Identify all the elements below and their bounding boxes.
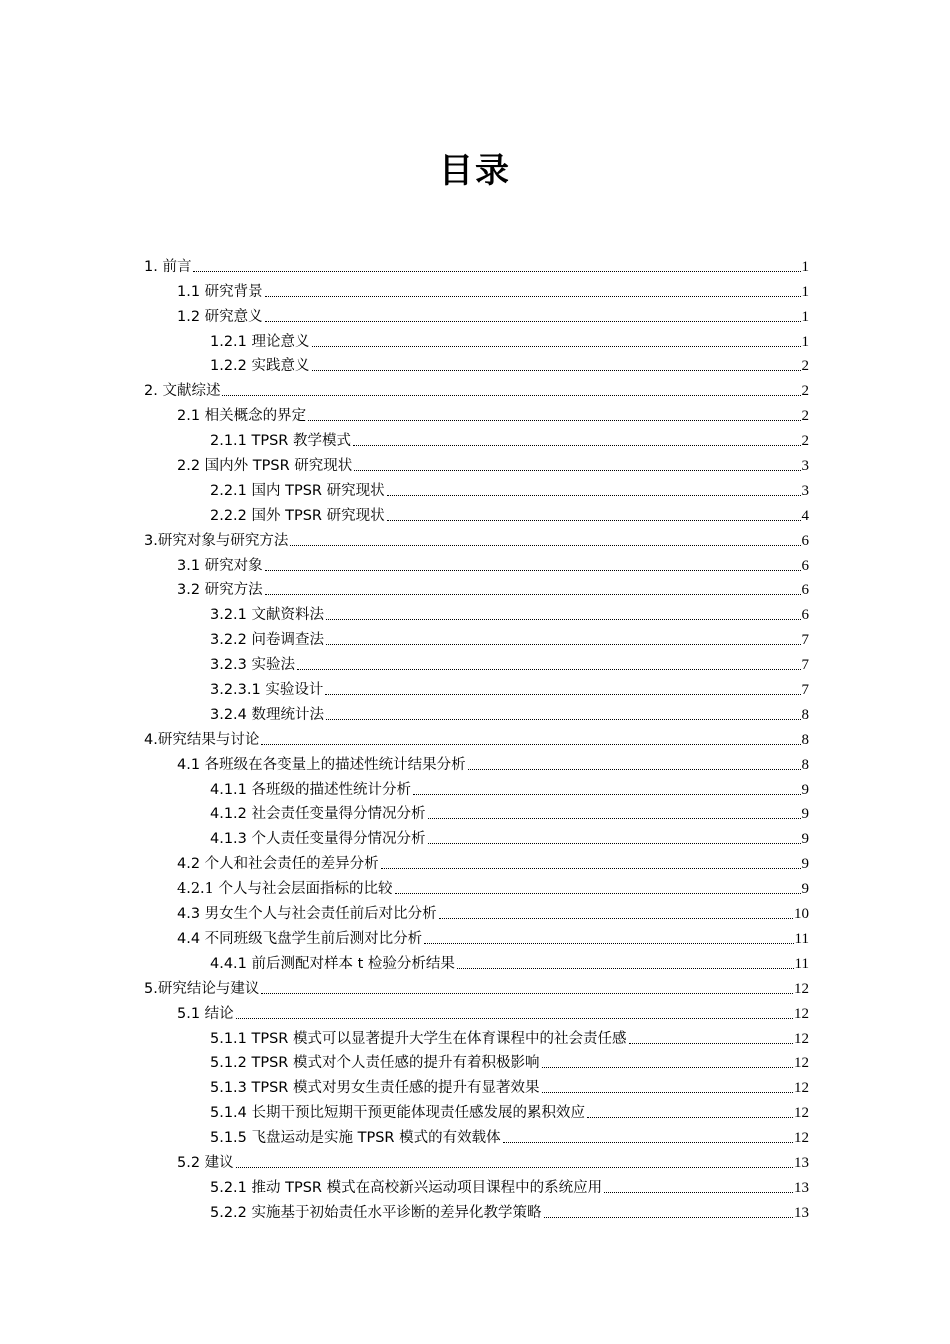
toc-entry-title: 2.1.1 TPSR 教学模式 bbox=[210, 433, 351, 450]
toc-dot-leader bbox=[308, 420, 800, 421]
toc-entry-title: 3.2.3.1 实验设计 bbox=[210, 682, 324, 699]
toc-entry-title: 4.2 个人和社会责任的差异分析 bbox=[177, 856, 379, 873]
toc-entry-page-number: 8 bbox=[801, 731, 809, 748]
toc-entry-title: 5.2.1 推动 TPSR 模式在高校新兴运动项目课程中的系统应用 bbox=[210, 1179, 603, 1196]
toc-entry[interactable] bbox=[144, 302, 809, 327]
toc-entry[interactable] bbox=[144, 451, 809, 476]
toc-dot-leader bbox=[261, 744, 800, 745]
toc-entry-page-number: 11 bbox=[794, 955, 809, 972]
toc-dot-leader bbox=[312, 370, 801, 371]
toc-entry-title: 1.2.1 理论意义 bbox=[210, 333, 310, 350]
toc-dot-leader bbox=[381, 868, 801, 869]
toc-entry-title: 3.2 研究方法 bbox=[177, 582, 263, 599]
toc-dot-leader bbox=[439, 918, 793, 919]
toc-entry-title: 2.2 国内外 TPSR 研究现状 bbox=[177, 458, 353, 475]
toc-entry-page-number: 9 bbox=[801, 856, 809, 873]
toc-entry[interactable] bbox=[144, 775, 809, 800]
toc-entry-title: 5.1.3 TPSR 模式对男女生责任感的提升有显著效果 bbox=[210, 1080, 540, 1097]
toc-entry[interactable] bbox=[144, 849, 809, 874]
toc-entry-page-number: 3 bbox=[801, 482, 809, 499]
toc-entry-title: 1.2.2 实践意义 bbox=[210, 358, 310, 375]
toc-entry[interactable] bbox=[144, 401, 809, 426]
toc-entry-page-number: 12 bbox=[794, 1130, 809, 1147]
toc-dot-leader bbox=[265, 570, 801, 571]
toc-entry[interactable] bbox=[144, 999, 809, 1024]
toc-entry-page-number: 12 bbox=[794, 1080, 809, 1097]
toc-entry-page-number: 9 bbox=[801, 881, 809, 898]
toc-entry-title: 4.4.1 前后测配对样本 t 检验分析结果 bbox=[210, 955, 455, 972]
toc-entry-title: 4.4 不同班级飞盘学生前后测对比分析 bbox=[177, 930, 423, 947]
toc-entry-title: 4.1 各班级在各变量上的描述性统计结果分析 bbox=[177, 756, 466, 773]
toc-entry[interactable] bbox=[144, 1049, 809, 1074]
toc-entry-title: 3.研究对象与研究方法 bbox=[144, 532, 289, 549]
toc-dot-leader bbox=[261, 993, 793, 994]
toc-entry-page-number: 9 bbox=[801, 781, 809, 798]
toc-dot-leader bbox=[265, 321, 801, 322]
toc-entry-title: 5.研究结论与建议 bbox=[144, 980, 260, 997]
toc-entry-title: 2.1 相关概念的界定 bbox=[177, 408, 307, 425]
toc-entry-page-number: 12 bbox=[794, 1105, 809, 1122]
toc-dot-leader bbox=[542, 1092, 794, 1093]
toc-entry[interactable] bbox=[144, 899, 809, 924]
toc-entry[interactable] bbox=[144, 476, 809, 501]
toc-entry[interactable] bbox=[144, 551, 809, 576]
toc-entry[interactable] bbox=[144, 526, 809, 551]
toc-dot-leader bbox=[413, 794, 800, 795]
toc-dot-leader bbox=[503, 1142, 793, 1143]
toc-entry[interactable] bbox=[144, 1098, 809, 1123]
toc-entry-title: 2.2.1 国内 TPSR 研究现状 bbox=[210, 482, 385, 499]
toc-entry-page-number: 7 bbox=[801, 632, 809, 649]
toc-entry[interactable] bbox=[144, 1198, 809, 1223]
toc-dot-leader bbox=[468, 769, 801, 770]
toc-entry-page-number: 13 bbox=[794, 1154, 809, 1171]
toc-entry[interactable] bbox=[144, 725, 809, 750]
toc-entry[interactable] bbox=[144, 352, 809, 377]
toc-entry[interactable] bbox=[144, 252, 809, 277]
toc-entry-title: 1. 前言 bbox=[144, 258, 192, 275]
toc-entry[interactable] bbox=[144, 1024, 809, 1049]
toc-entry-title: 4.3 男女生个人与社会责任前后对比分析 bbox=[177, 906, 437, 923]
toc-entry-page-number: 1 bbox=[801, 308, 809, 325]
toc-dot-leader bbox=[604, 1192, 793, 1193]
toc-entry-page-number: 13 bbox=[794, 1204, 809, 1221]
toc-entry-page-number: 3 bbox=[801, 458, 809, 475]
toc-entry-page-number: 13 bbox=[794, 1179, 809, 1196]
toc-dot-leader bbox=[542, 1067, 794, 1068]
toc-entry-page-number: 9 bbox=[801, 806, 809, 823]
toc-entry-title: 4.研究结果与讨论 bbox=[144, 731, 260, 748]
toc-entry-page-number: 6 bbox=[801, 532, 809, 549]
toc-entry[interactable] bbox=[144, 501, 809, 526]
toc-dot-leader bbox=[629, 1043, 794, 1044]
toc-entry[interactable] bbox=[144, 675, 809, 700]
toc-dot-leader bbox=[544, 1217, 793, 1218]
toc-entry[interactable] bbox=[144, 800, 809, 825]
toc-entry[interactable] bbox=[144, 1123, 809, 1148]
toc-entry-page-number: 8 bbox=[801, 706, 809, 723]
toc-entry-title: 5.1.2 TPSR 模式对个人责任感的提升有着积极影响 bbox=[210, 1055, 540, 1072]
toc-entry-page-number: 7 bbox=[801, 682, 809, 699]
toc-entry-page-number: 8 bbox=[801, 756, 809, 773]
toc-dot-leader bbox=[236, 1018, 793, 1019]
toc-entry[interactable] bbox=[144, 576, 809, 601]
toc-entry-page-number: 12 bbox=[794, 1055, 809, 1072]
table-of-contents bbox=[144, 252, 809, 1223]
toc-entry[interactable] bbox=[144, 949, 809, 974]
toc-entry-title: 2.2.2 国外 TPSR 研究现状 bbox=[210, 507, 385, 524]
toc-dot-leader bbox=[325, 694, 800, 695]
toc-entry-page-number: 6 bbox=[801, 607, 809, 624]
toc-entry-title: 3.1 研究对象 bbox=[177, 557, 263, 574]
toc-dot-leader bbox=[424, 943, 793, 944]
toc-dot-leader bbox=[354, 470, 800, 471]
toc-entry[interactable] bbox=[144, 1148, 809, 1173]
toc-entry-page-number: 1 bbox=[801, 333, 809, 350]
toc-entry-page-number: 10 bbox=[794, 906, 809, 923]
toc-entry[interactable] bbox=[144, 924, 809, 949]
toc-entry-title: 5.1.1 TPSR 模式可以显著提升大学生在体育课程中的社会责任感 bbox=[210, 1030, 627, 1047]
toc-entry-page-number: 6 bbox=[801, 557, 809, 574]
toc-entry-title: 4.1.2 社会责任变量得分情况分析 bbox=[210, 806, 426, 823]
toc-entry-page-number: 9 bbox=[801, 831, 809, 848]
toc-dot-leader bbox=[265, 594, 801, 595]
toc-entry[interactable] bbox=[144, 1073, 809, 1098]
toc-entry-title: 3.2.2 问卷调查法 bbox=[210, 632, 325, 649]
toc-entry-page-number: 11 bbox=[794, 930, 809, 947]
toc-entry-title: 3.2.1 文献资料法 bbox=[210, 607, 325, 624]
toc-entry-title: 1.2 研究意义 bbox=[177, 308, 263, 325]
toc-entry-page-number: 1 bbox=[801, 283, 809, 300]
toc-entry-title: 5.2.2 实施基于初始责任水平诊断的差异化教学策略 bbox=[210, 1204, 542, 1221]
toc-entry[interactable] bbox=[144, 426, 809, 451]
toc-entry-page-number: 4 bbox=[801, 507, 809, 524]
toc-dot-leader bbox=[428, 843, 801, 844]
toc-entry-title: 4.1.1 各班级的描述性统计分析 bbox=[210, 781, 412, 798]
toc-entry[interactable] bbox=[144, 376, 809, 401]
toc-entry[interactable] bbox=[144, 700, 809, 725]
toc-entry-page-number: 2 bbox=[801, 358, 809, 375]
page-title: 目录 bbox=[439, 151, 511, 191]
toc-entry-title: 5.1.5 飞盘运动是实施 TPSR 模式的有效载体 bbox=[210, 1130, 501, 1147]
toc-entry[interactable] bbox=[144, 824, 809, 849]
toc-entry[interactable] bbox=[144, 974, 809, 999]
toc-dot-leader bbox=[290, 545, 800, 546]
toc-dot-leader bbox=[587, 1117, 793, 1118]
toc-dot-leader bbox=[312, 346, 801, 347]
toc-entry-title: 5.2 建议 bbox=[177, 1154, 234, 1171]
toc-entry-page-number: 1 bbox=[801, 258, 809, 275]
toc-entry-page-number: 12 bbox=[794, 980, 809, 997]
toc-dot-leader bbox=[236, 1167, 793, 1168]
toc-entry-title: 4.2.1 个人与社会层面指标的比较 bbox=[177, 881, 393, 898]
toc-entry-title: 3.2.3 实验法 bbox=[210, 657, 296, 674]
toc-dot-leader bbox=[326, 719, 800, 720]
toc-entry-title: 3.2.4 数理统计法 bbox=[210, 706, 325, 723]
toc-dot-leader bbox=[297, 669, 800, 670]
toc-entry[interactable] bbox=[144, 1173, 809, 1198]
toc-entry-page-number: 2 bbox=[801, 383, 809, 400]
toc-entry[interactable] bbox=[144, 277, 809, 302]
toc-entry[interactable] bbox=[144, 600, 809, 625]
toc-entry-title: 5.1.4 长期干预比短期干预更能体现责任感发展的累积效应 bbox=[210, 1105, 586, 1122]
toc-dot-leader bbox=[353, 445, 801, 446]
toc-dot-leader bbox=[428, 818, 801, 819]
toc-dot-leader bbox=[395, 893, 801, 894]
toc-dot-leader bbox=[193, 271, 800, 272]
toc-entry-title: 4.1.3 个人责任变量得分情况分析 bbox=[210, 831, 426, 848]
toc-entry[interactable] bbox=[144, 874, 809, 899]
toc-entry-page-number: 12 bbox=[794, 1030, 809, 1047]
toc-entry[interactable] bbox=[144, 650, 809, 675]
toc-entry[interactable] bbox=[144, 750, 809, 775]
toc-entry-page-number: 6 bbox=[801, 582, 809, 599]
toc-entry-page-number: 2 bbox=[801, 433, 809, 450]
toc-dot-leader bbox=[222, 395, 800, 396]
toc-entry-title: 2. 文献综述 bbox=[144, 383, 221, 400]
toc-dot-leader bbox=[326, 619, 800, 620]
toc-entry-page-number: 12 bbox=[794, 1005, 809, 1022]
toc-entry[interactable] bbox=[144, 327, 809, 352]
toc-entry-page-number: 2 bbox=[801, 408, 809, 425]
toc-dot-leader bbox=[265, 296, 801, 297]
toc-dot-leader bbox=[387, 520, 801, 521]
toc-dot-leader bbox=[326, 644, 800, 645]
toc-entry-title: 1.1 研究背景 bbox=[177, 283, 263, 300]
toc-entry-page-number: 7 bbox=[801, 657, 809, 674]
toc-entry-title: 5.1 结论 bbox=[177, 1005, 234, 1022]
toc-dot-leader bbox=[387, 495, 801, 496]
toc-entry[interactable] bbox=[144, 625, 809, 650]
toc-dot-leader bbox=[457, 968, 794, 969]
